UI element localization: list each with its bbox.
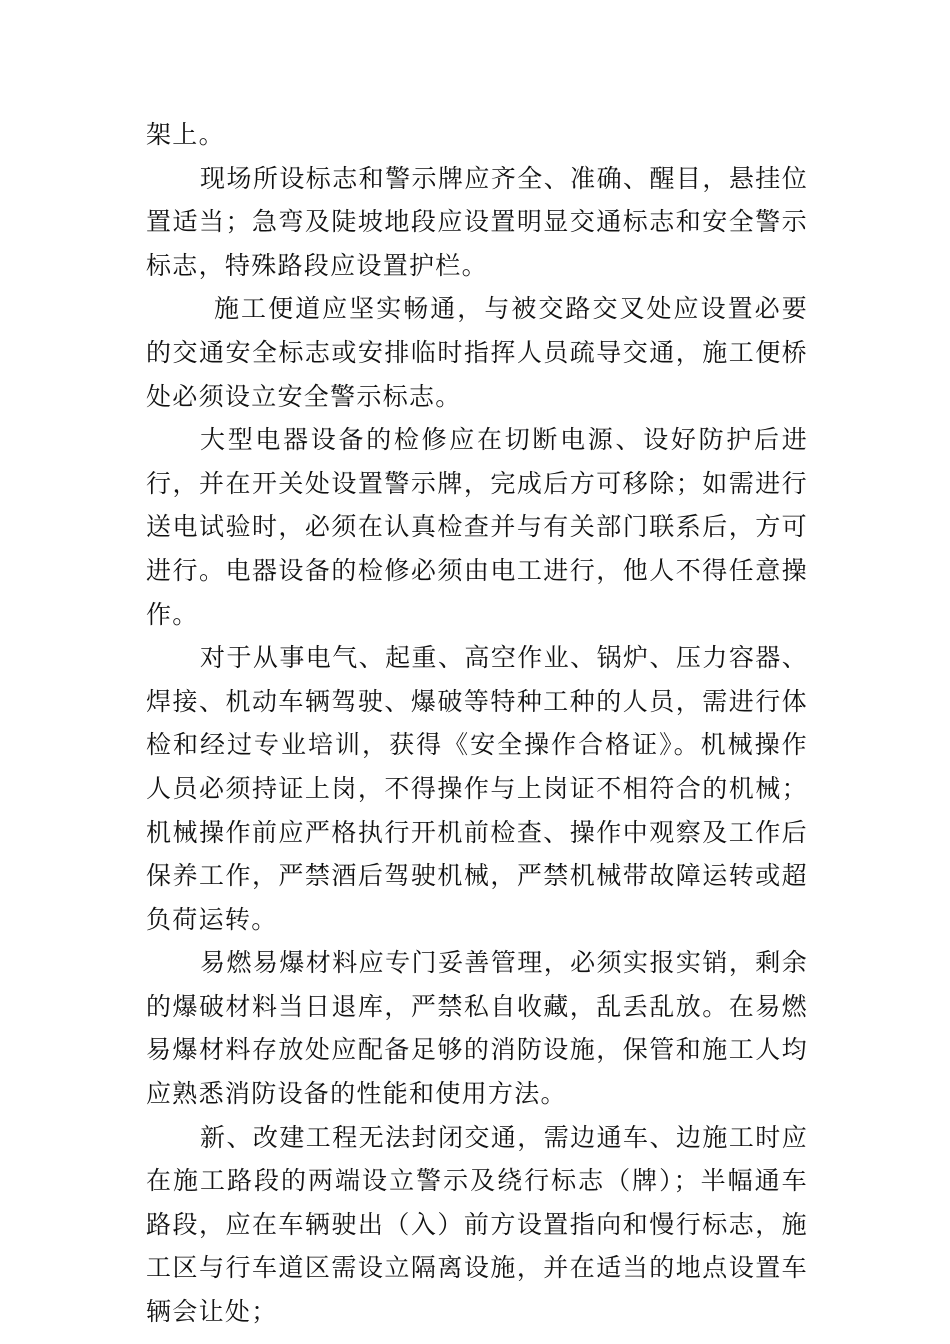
paragraph-explosive-materials: 易燃易爆材料应专门妥善管理，必须实报实销，剩余的爆破材料当日退库，严禁私自收藏，乱丢乱放。在易燃易爆材料存放处应配备足够的消防设施，保管和施工人均应熟悉消防设备的性能和使用方法。 <box>146 948 808 1109</box>
paragraph-access-road: 施工便道应坚实畅通，与被交路交叉处应设置必要的交通安全标志或安排临时指挥人员疏导交通，施工便桥处必须设立安全警示标志。 <box>146 294 808 411</box>
paragraph-warning-signs: 现场所设标志和警示牌应齐全、准确、醒目，悬挂位置适当；急弯及陡坡地段应设置明显交通标志和安全警示标志，特殊路段应设置护栏。 <box>146 163 808 280</box>
paragraph-special-operators: 对于从事电气、起重、高空作业、锅炉、压力容器、焊接、机动车辆驾驶、爆破等特种工种的人员，需进行体检和经过专业培训，获得《安全操作合格证》。机械操作人员必须持证上岗，不得操作与上岗证不相符合的机械；机械操作前应严格执行开机前检查、操作中观察及工作后保养工作，严禁酒后驾驶机械，严禁机械带故障运转或超负荷运转。 <box>146 643 808 934</box>
paragraph-traffic-construction: 新、改建工程无法封闭交通，需边通车、边施工时应在施工路段的两端设立警示及绕行标志（牌）；半幅通车路段，应在车辆驶出（入）前方设置指向和慢行标志，施工区与行车道区需设立隔离设施，并在适当的地点设置车辆会让处； <box>146 1122 808 1327</box>
paragraph-continuation: 架上。 <box>146 120 225 149</box>
document-body <box>146 113 808 1334</box>
paragraph-electrical-maintenance: 大型电器设备的检修应在切断电源、设好防护后进行，并在开关处设置警示牌，完成后方可移除；如需进行送电试验时，必须在认真检查并与有关部门联系后，方可进行。电器设备的检修必须由电工进行，他人不得任意操作。 <box>146 425 808 629</box>
